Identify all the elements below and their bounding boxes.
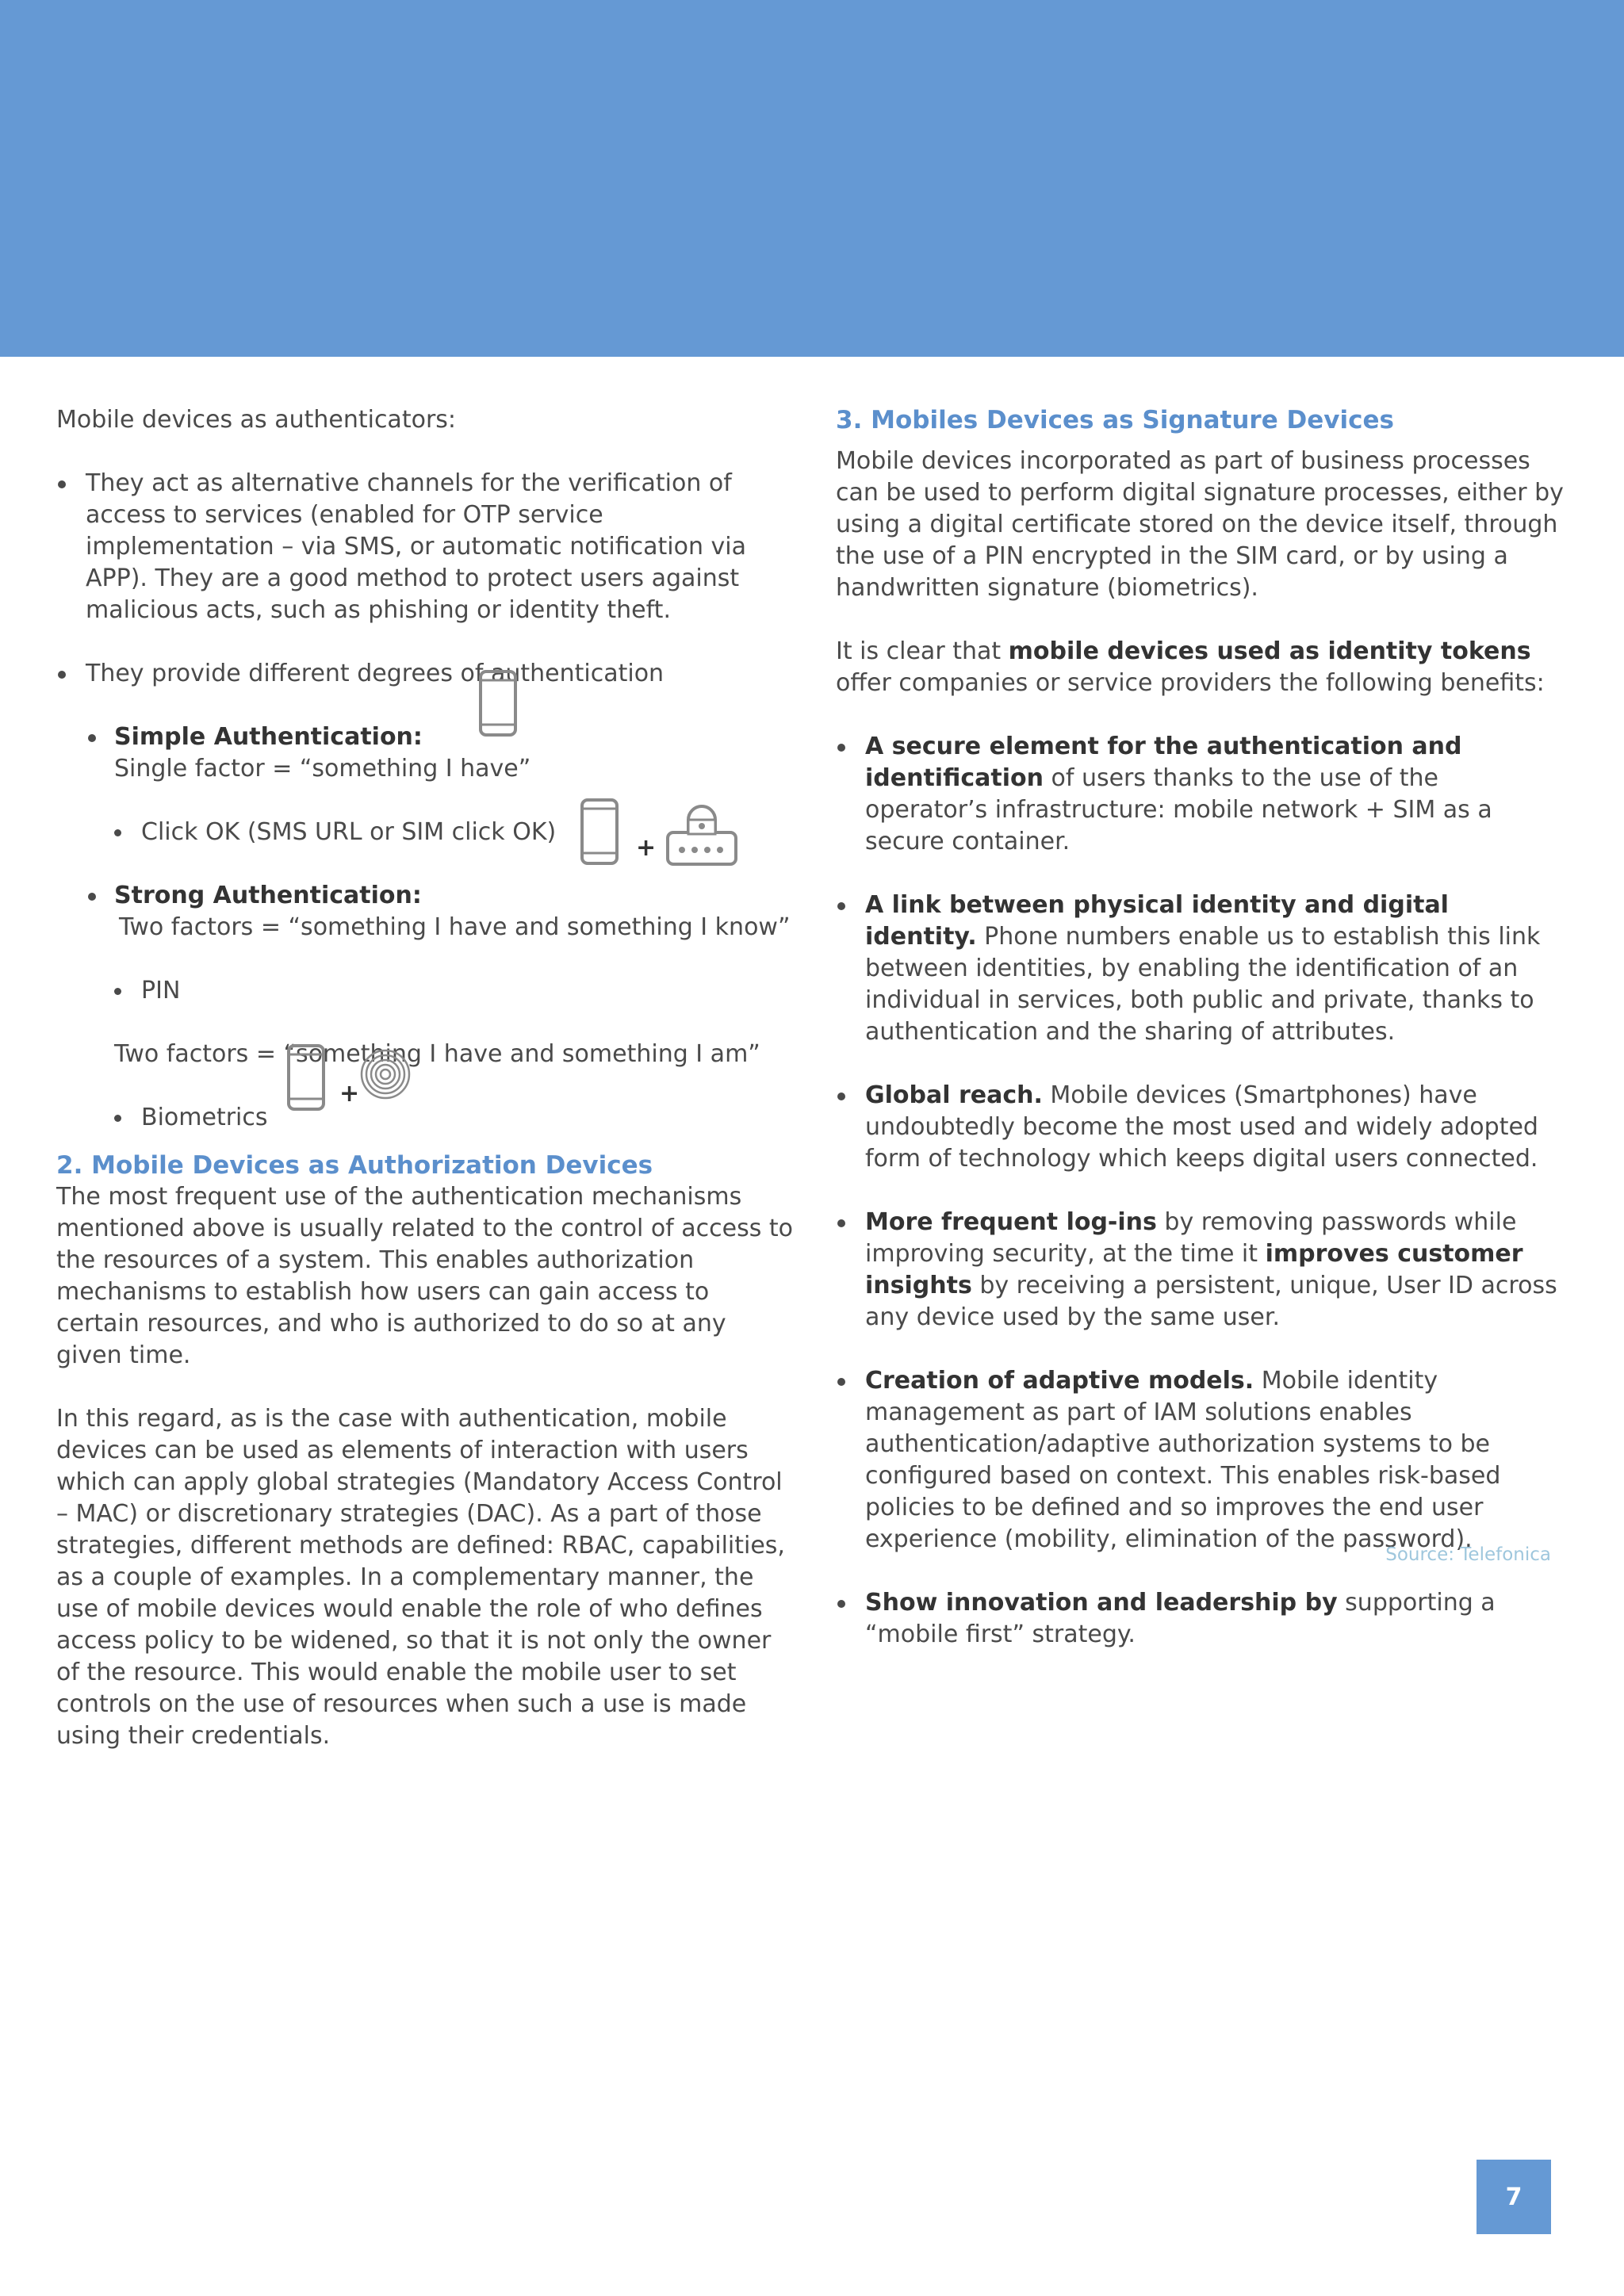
left-column [56,404,794,1752]
intro-text: Mobile devices as authenticators: [56,406,457,434]
auth-degree-list [56,721,794,785]
smartphone-icon [478,669,518,737]
benefit-text: Mobile devices (Smartphones) have undoubtedly become the most used and widely adopted form of technology which keeps digital users connected. [865,1081,1538,1173]
pin-sublist [56,975,794,1007]
benefits-intro-bold: mobile devices used as identity tokens [1008,637,1531,665]
benefit-text: of users thanks to the use of the operator’s infrastructure: mobile network + SIM as a secure container. [865,764,1492,855]
header-banner [0,0,1624,357]
section-3-title: 3. Mobiles Devices as Signature Devices [836,406,1394,434]
benefits-intro-text: It is clear that [836,637,1009,665]
authenticator-list [56,468,794,690]
list-item [836,731,1564,858]
benefit-title: A link between physical identity and digital identity. [865,891,1449,951]
simple-auth-item [56,721,794,785]
benefit-title: improves customer insights [865,1240,1523,1299]
biometrics-sublist [56,1102,794,1134]
strong-auth-item [56,880,794,943]
fingerprint-icon [359,1047,412,1102]
benefit-title: Show innovation and leadership by [865,1589,1338,1617]
section-2-paragraph: In this regard, as is the case with authentication, mobile devices can be used as elements of interaction with users which can apply global strategies (Mandatory Access Control – MAC) or discretionary strategies (DAC). As a part of those strategies, different methods are defined: RBAC, capabilities, as a couple of examples. In a complementary manner, the use of mobile devices would enable the role of who defines access policy to be widened, so that it is not only the owner of the resource. This would enable the mobile user to set controls on the use of resources when such a use is made using their credentials. [56,1405,785,1750]
list-item: They act as alternative channels for the verification of access to services (enabled for OTP service implementation – via SMS, or automatic notification via APP). They are a good method to protect users against malicious acts, such as phishing or identity theft. [56,468,794,626]
benefit-title: Creation of adaptive models. [865,1367,1254,1395]
list-item [836,1365,1564,1556]
benefit-text: by removing passwords while improving security, at the time it [865,1208,1517,1268]
right-column [836,404,1564,1651]
benefit-text: by receiving a persistent, unique, User ID across any device used by the same user. [865,1272,1557,1331]
plus-sign: + [636,834,657,862]
list-item [836,1207,1564,1334]
benefit-title: A secure element for the authentication and identification [865,733,1462,792]
benefits-intro [836,636,1564,699]
strong-auth-desc: Two factors = “something I have and something I know” [119,913,791,941]
list-item: PIN [56,975,794,1007]
list-item: Click OK (SMS URL or SIM click OK) [56,817,794,848]
list-item [836,890,1564,1048]
list-item: Biometrics [56,1102,794,1134]
simple-auth-title: Simple Authentication: [114,723,423,751]
strong-auth-title: Strong Authentication: [114,882,422,909]
benefit-text: Phone numbers enable us to establish this link between identities, by enabling the identification of an individual in services, both public and private, thanks to authentication and the sharing of attributes. [865,923,1541,1046]
list-item [836,1587,1564,1651]
smartphone-icon [580,798,619,866]
strong-auth-desc-2: Two factors = “something I have and something I am” [114,1040,760,1068]
benefits-list [836,731,1564,1651]
list-item [836,1080,1564,1175]
section-3-paragraph: Mobile devices incorporated as part of business processes can be used to perform digital signature processes, either by using a digital certificate stored on the device itself, through the use of a PIN encrypted in the SIM card, or by using a handwritten signature (biometrics). [836,447,1564,602]
page-number: 7 [1477,2160,1551,2234]
padlock-icon [665,802,739,867]
benefit-text: supporting a “mobile first” strategy. [865,1589,1496,1648]
simple-auth-desc: Single factor = “something I have” [114,755,531,783]
benefit-text: Mobile identity management as part of IAM solutions enables authentication/adaptive authorization systems to be configured based on context. This enables risk-based policies to be defined and so improves the end user experience (mobility, elimination of the password). [865,1367,1501,1553]
section-2-title: 2. Mobile Devices as Authorization Devices [56,1151,653,1180]
list-item: They provide different degrees of authentication [56,658,794,690]
section-2-paragraph: The most frequent use of the authentication mechanisms mentioned above is usually related to the control of access to the resources of a system. This enables authorization mechanisms to establish how users can gain access to certain resources, and who is authorized to do so at any given time. [56,1183,794,1369]
source-credit: Source: Telefonica [1385,1544,1551,1565]
benefit-title: Global reach. [865,1081,1043,1109]
strong-auth-list [56,880,794,943]
smartphone-icon [286,1043,326,1112]
plus-sign: + [339,1080,360,1108]
benefits-intro-text: offer companies or service providers the following benefits: [836,669,1545,697]
benefit-title: More frequent log-ins [865,1208,1157,1236]
